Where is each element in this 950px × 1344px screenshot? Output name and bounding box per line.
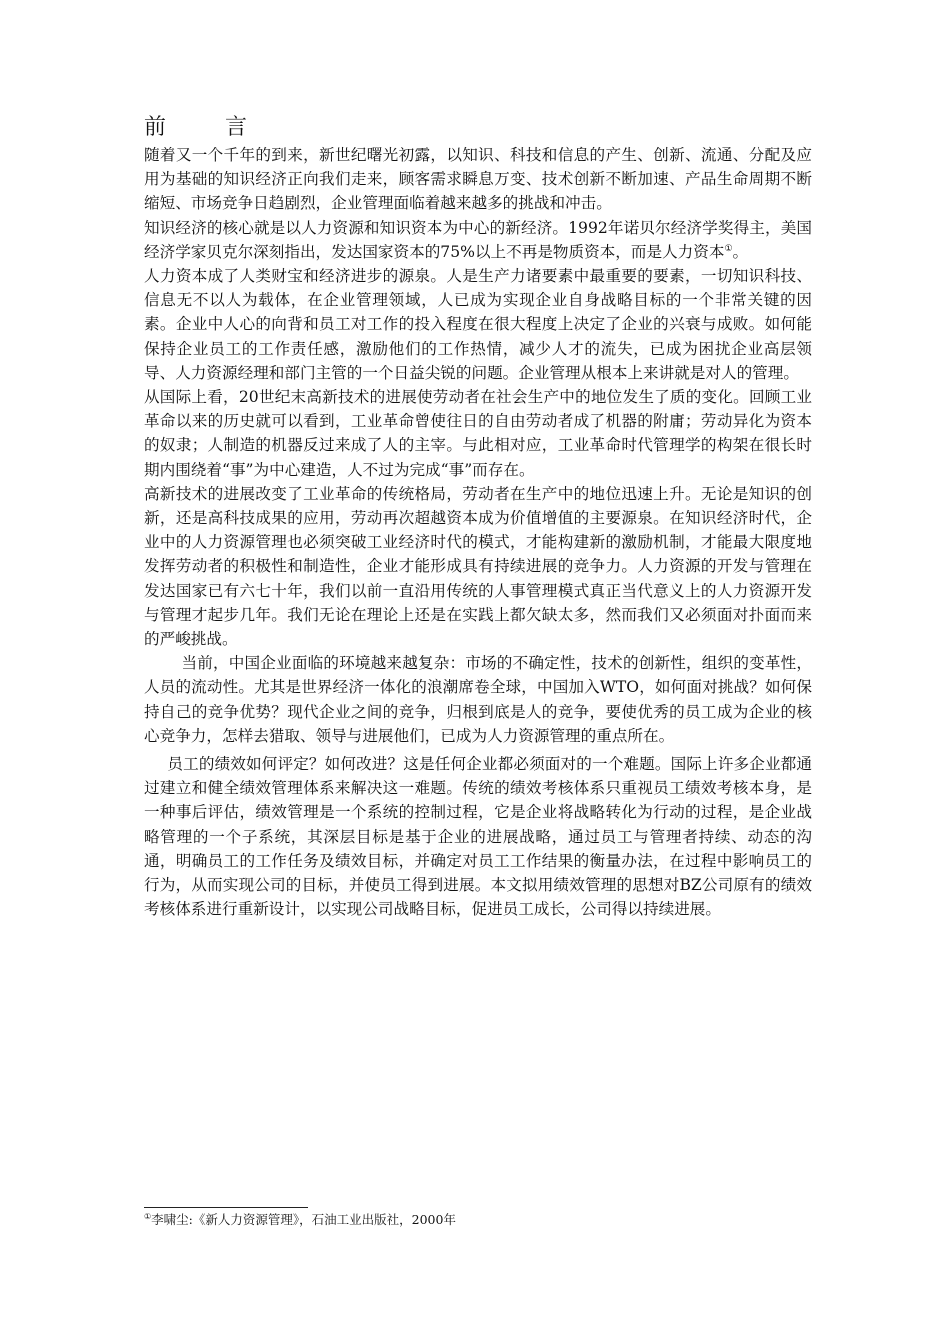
paragraph-7: 员工的绩效如何评定？如何改进？这是任何企业都必须面对的一个难题。国际上许多企业都通过建立和健全绩效管理体系来解决这一难题。传统的绩效考核体系只重视员工绩效考核本身，是一种事后评估，绩效管理是一个系统的控制过程，它是企业将战略转化为行动的过程，是企业战略管理的一个子系统，其深层目标是基于企业的进展战略，通过员工与管理者持续、动态的沟通，明确员工的工作任务及绩效目标，并确定对员工工作结果的衡量办法，在过程中影响员工的行为，从而实现公司的目标，并使员工得到进展。本文拟用绩效管理的思想对BZ公司原有的绩效考核体系进行重新设计，以实现公司战略目标，促进员工成长，公司得以持续进展。 (144, 755, 812, 919)
paragraph-6: 当前，中国企业面临的环境越来越复杂：市场的不确定性，技术的创新性，组织的变革性，人员的流动性。尤其是世界经济一体化的浪潮席卷全球，中国加入WTO，如何面对挑战？如何保持自己的竞争优势？现代企业之间的竞争，归根到底是人的竞争，要使优秀的员工成为企业的核心竞争力，怎样去猎取、领导与进展他们，已成为人力资源管理的重点所在。 (144, 654, 812, 745)
paragraph-1: 随着又一个千年的到来，新世纪曙光初露，以知识、科技和信息的产生、创新、流通、分配及应用为基础的知识经济正向我们走来，顾客需求瞬息万变、技术创新不断加速、产品生命周期不断缩短、市场竞争日趋剧烈，企业管理面临着越来越多的挑战和冲击。 (144, 146, 812, 213)
footnote-mark: ① (144, 1211, 152, 1221)
footnote-divider (144, 1207, 308, 1208)
paragraph-4: 从国际上看，20世纪末高新技术的进展使劳动者在社会生产中的地位发生了质的变化。回顾工业革命以来的历史就可以看到，工业革命曾使往日的自由劳动者成了机器的附庸；劳动异化为资本的奴隶；人制造的机器反过来成了人的主宰。与此相对应，工业革命时代管理学的构架在很长时期内围绕着“事”为中心建造，人不过为完成“事”而存在。 (144, 388, 812, 479)
document-body (144, 113, 812, 922)
footnote-text: 李啸尘:《新人力资源管理》，石油工业出版社，2000年 (151, 1212, 456, 1227)
page-title: 前 言 (144, 115, 273, 140)
footnote (144, 1212, 456, 1228)
paragraph-3: 人力资本成了人类财宝和经济进步的源泉。人是生产力诸要素中最重要的要素，一切知识科技、信息无不以人为载体，在企业管理领域，人已成为实现企业自身战略目标的一个非常关键的因素。企业中人心的向背和员工对工作的投入程度在很大程度上决定了企业的兴衰与成败。如何能保持企业员工的工作责任感，激励他们的工作热情，减少人才的流失，已成为困扰企业高层领导、人力资源经理和部门主管的一个日益尖锐的问题。企业管理从根本上来讲就是对人的管理。 (144, 267, 812, 382)
footnote-reference[interactable]: ① (724, 243, 733, 254)
paragraph-5: 高新技术的进展改变了工业革命的传统格局，劳动者在生产中的地位迅速上升。无论是知识的创新，还是高科技成果的应用，劳动再次超越资本成为价值增值的主要源泉。在知识经济时代，企业中的人力资源管理也必须突破工业经济时代的模式，才能构建新的激励机制，才能最大限度地发挥劳动者的积极性和制造性，企业才能形成具有持续进展的竞争力。人力资源的开发与管理在发达国家已有六七十年，我们以前一直沿用传统的人事管理模式真正当代意义上的人力资源开发与管理才起步几年。我们无论在理论上还是在实践上都欠缺太多，然而我们又必须面对扑面而来的严峻挑战。 (144, 484, 812, 649)
paragraph-2-text: 知识经济的核心就是以人力资源和知识资本为中心的新经济。1992年诺贝尔经济学奖得主，美国经济学家贝克尔深刻指出，发达国家资本的75%以上不再是物质资本，而是人力资本 (144, 218, 812, 261)
paragraph-2: 知识经济的核心就是以人力资源和知识资本为中心的新经济。1992年诺贝尔经济学奖得主，美国经济学家贝克尔深刻指出，发达国家资本的75%以上不再是物质资本，而是人力资本①。 (144, 218, 812, 261)
